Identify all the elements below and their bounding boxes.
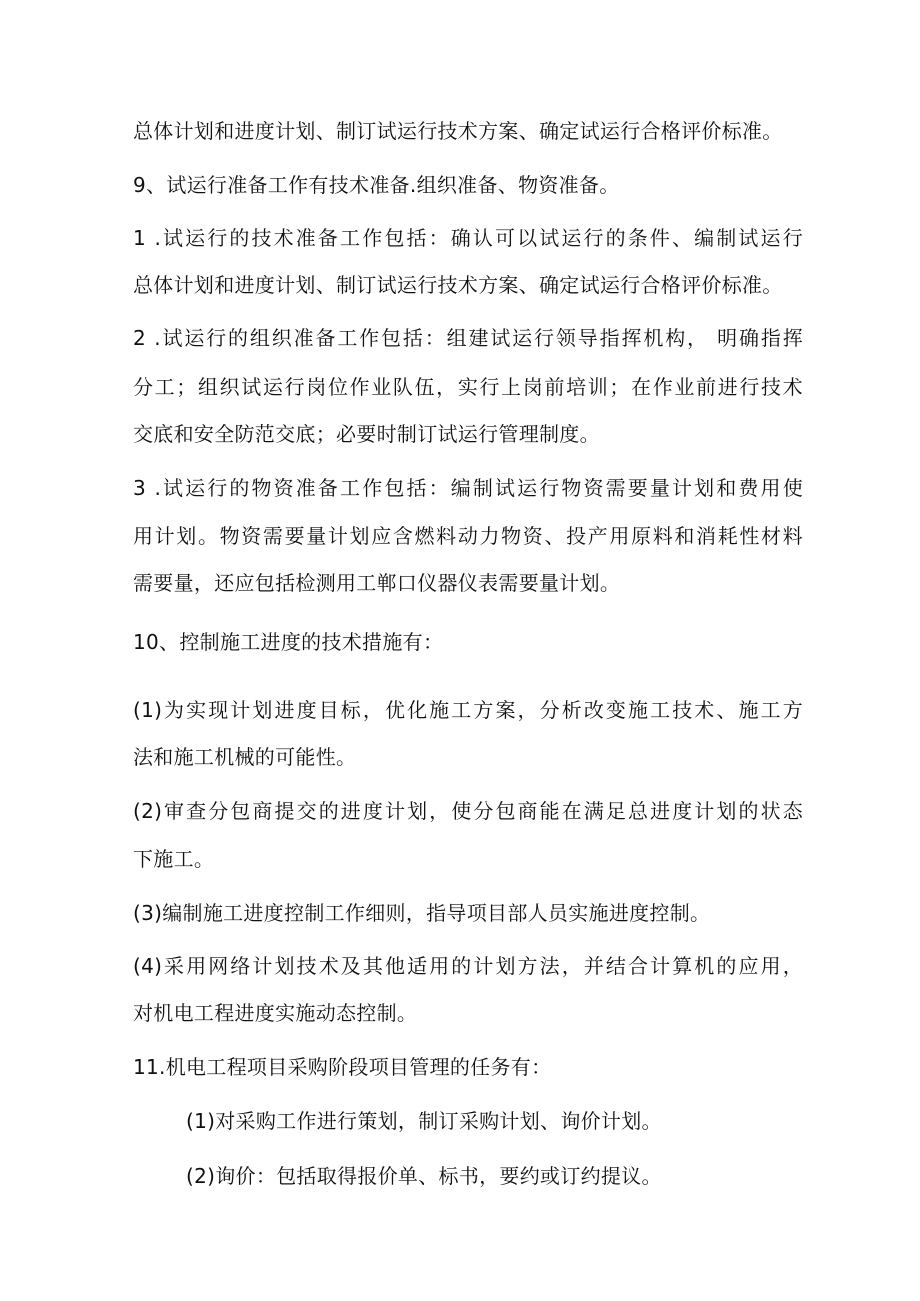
text-line: 3 .试运行的物资准备工作包括：编制试运行物资需要量计划和费用使 — [133, 476, 803, 500]
text-line: 1 .试运行的技术准备工作包括：确认可以试运行的条件、编制试运行 — [133, 226, 803, 250]
text-line: (2)询价：包括取得报价单、标书，要约或订约提议。 — [186, 1164, 662, 1188]
text-line: 对机电工程进度实施动态控制。 — [133, 1001, 418, 1025]
text-line: 分工；组织试运行岗位作业队伍，实行上岗前培训；在作业前进行技术 — [133, 375, 803, 399]
section-heading-11: 11.机电工程项目采购阶段项目管理的任务有： — [133, 1055, 552, 1079]
section-heading-9: 9、试运行准备工作有技术准备.组织准备、物资准备。 — [133, 173, 620, 197]
section-heading-10: 10、控制施工进度的技术措施有： — [133, 630, 444, 654]
text-line: (4)采用网络计划技术及其他适用的计划方法，并结合计算机的应用， — [133, 954, 803, 978]
text-line: (1)对采购工作进行策划，制订采购计划、询价计划。 — [186, 1109, 662, 1133]
text-line: (2)审查分包商提交的进度计划，使分包商能在满足总进度计划的状态 — [133, 799, 803, 823]
text-line: 需要量，还应包括检测用工郸口仪器仪表需要量计划。 — [133, 571, 621, 595]
text-line: 下施工。 — [133, 847, 215, 871]
text-line: 用计划。物资需要量计划应含燃料动力物资、投产用原料和消耗性材料 — [133, 524, 803, 548]
text-line: (3)编制施工进度控制工作细则，指导项目部人员实施进度控制。 — [133, 901, 711, 925]
text-line: 2 .试运行的组织准备工作包括：组建试运行领导指挥机构， 明确指挥 — [133, 326, 803, 350]
text-line: (1)为实现计划进度目标，优化施工方案，分析改变施工技术、施工方 — [133, 698, 803, 722]
text-line: 总体计划和进度计划、制订试运行技术方案、确定试运行合格评价标准。 — [133, 119, 783, 143]
text-line: 交底和安全防范交底；必要时制订试运行管理制度。 — [133, 422, 600, 446]
text-line: 总体计划和进度计划、制订试运行技术方案、确定试运行合格评价标准。 — [133, 273, 783, 297]
text-line: 法和施工机械的可能性。 — [133, 745, 357, 769]
